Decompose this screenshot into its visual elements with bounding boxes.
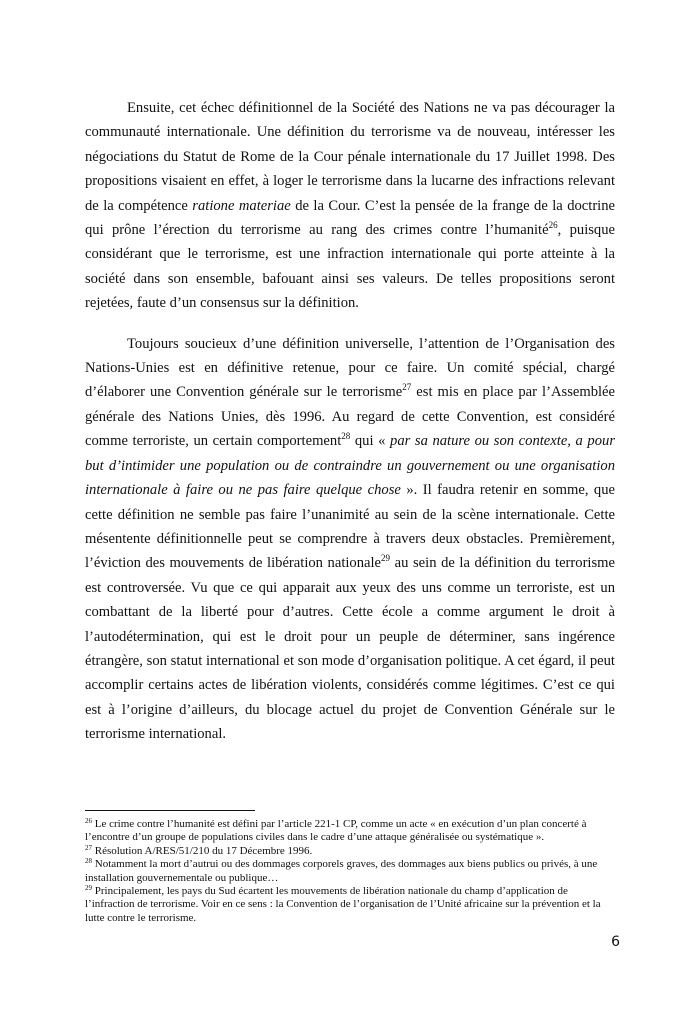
p1-text-1: Ensuite, cet échec définitionnel de la Société des Nations ne va pas décourager la communauté internationale. Une définition du terrorisme va de nouveau, intéresser les négociations du Statut de Rome de la Cour pénale internationale du 17 Juillet 1998. Des propositions visaient en effet, à loger le terrorisme dans la lucarne des infractions relevant de la compétence [85,100,615,214]
p1-italic-ratione-materiae: ratione materiae [192,197,291,214]
footnote-ref-29[interactable]: 29 [381,553,391,564]
p2-text-3: qui « [350,433,391,450]
footnote-26 [85,818,615,845]
p2-text-4: ». Il faudra retenir en somme, que cette définition ne semble pas faire l’unanimité au sein de la scène internationale. Cette mésentente définitionnelle peut se comprendre à travers deux obstacles. Premièrement, l’éviction des mouvements de libération nationale [85,482,616,572]
page-number: 6 [611,934,620,950]
footnote-28 [85,858,615,885]
footnotes [85,818,615,925]
paragraph-2 [85,332,615,747]
footnote-number: 27 [85,843,92,852]
p2-italic-quote: par sa nature ou son contexte, a pour but d’intimider une population ou de contraindre un gouvernement ou une organisation internationale à faire ou ne pas faire quelque chose [85,433,616,499]
footnote-text: Le crime contre l’humanité est défini par l’article 221-1 CP, comme un acte « en exécution d’un plan concerté à l’encontre d’un groupe de populations civiles dans le cadre d’une attaque généralisée ou systématique ». [85,818,587,844]
footnote-text: Principalement, les pays du Sud écartent les mouvements de libération nationale du champ d’application de l’infraction de terrorisme. Voir en ce sens : la Convention de l’organisation de l’Unité africaine sur la prévention et la lutte contre le terrorisme. [85,885,601,924]
footnote-number: 26 [85,817,92,825]
paragraph-1 [85,96,615,316]
footnote-27 [85,845,615,858]
p2-text-2: est mis en place par l’Assemblée générale des Nations Unies, dès 1996. Au regard de cette Convention, est considéré comme terroriste, un certain comportement [85,384,616,450]
footnote-number: 29 [85,884,92,893]
footnote-ref-26[interactable]: 26 [548,220,558,231]
footnote-number: 28 [85,857,92,866]
footnote-ref-28[interactable]: 28 [341,431,351,442]
footnote-29 [85,885,615,925]
p2-text-1: Toujours soucieux d’une définition universelle, l’attention de l’Organisation des Nations-Unies est en définitive retenue, pour ce faire. Un comité spécial, chargé d’élaborer une Convention générale sur le terrorisme [85,335,615,401]
p1-text-3: , puisque considérant que le terrorisme, est une infraction internationale qui porte atteinte à la société dans son ensemble, bafouant ainsi ses valeurs. De telles propositions seront rejetées, faute d’un consensus sur la définition. [85,222,616,312]
p1-text-2: de la Cour. C’est la pensée de la frange de la doctrine qui prône l’érection du terrorisme au rang des crimes contre l’humanité [85,197,616,239]
p2-text-5: au sein de la définition du terrorisme est controversée. Vu que ce qui apparait aux yeux des uns comme un terroriste, est un combattant de la liberté pour d’autres. Cette école a comme argument le droit à l’autodétermination, qui est le droit pour un peuple de déterminer, sans ingérence étrangère, son statut international et son mode d’organisation politique. A cet égard, il peut accomplir certains actes de libération violents, considérés comme légitimes. C’est ce qui est à l’origine d’ailleurs, du blocage actuel du projet de Convention Générale sur le terrorisme international. [85,555,615,743]
footnote-text: Notamment la mort d’autrui ou des dommages corporels graves, des dommages aux biens publics ou privés, à une installation gouvernementale ou publique… [85,858,598,884]
footnote-separator [85,810,255,811]
footnote-text: Résolution A/RES/51/210 du 17 Décembre 1996. [92,844,313,857]
footnote-ref-27[interactable]: 27 [402,382,412,393]
body-text [85,96,615,747]
